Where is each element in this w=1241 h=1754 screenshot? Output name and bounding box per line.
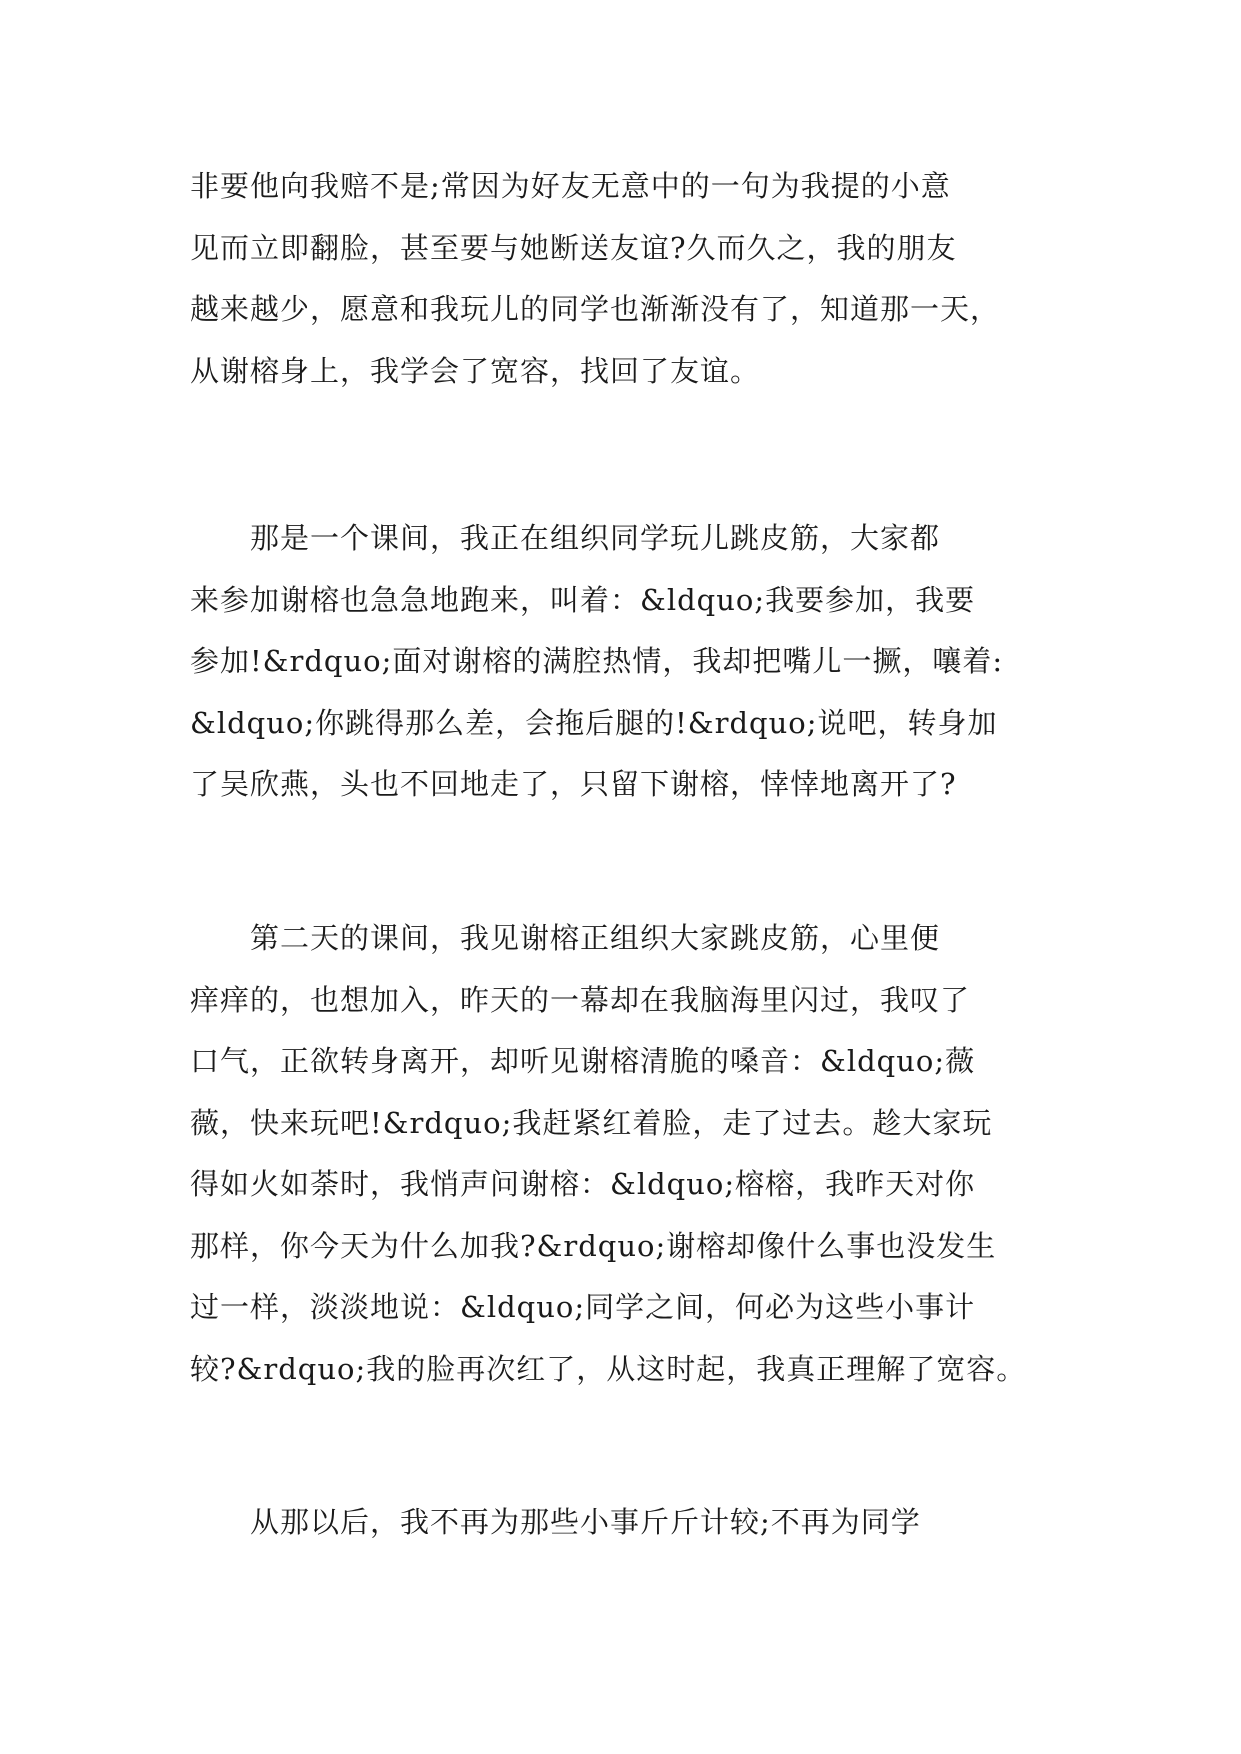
paragraph-3: 第二天的课间，我见谢榕正组织大家跳皮筋，心里便 痒痒的，也想加入，昨天的一幕却在我脑海里闪过，我叹了 口气，正欲转身离开，却听见谢榕清脆的嗓音：&ldquo;薇 薇，快来玩吧!&rdquo;我赶紧红着脸，走了过去。趁大家玩 得如火如荼时，我悄声问谢榕：&ldquo;榕榕，我昨天对你 那样，你今天为什么加我?&rdquo;谢榕却像什么事也没发生 过一样，淡淡地说：&ldquo;同学之间，何必为这些小事计 较?&rdquo;我的脸再次红了，从这时起，我真正理解了宽容。 [190,921,1027,1386]
paragraph-2: 那是一个课间，我正在组织同学玩儿跳皮筋，大家都 来参加谢榕也急急地跑来，叫着：&ldquo;我要参加，我要 参加!&rdquo;面对谢榕的满腔热情，我却把嘴儿一撅，嚷着: &ldquo;你跳得那么差，会拖后腿的!&rdquo;说吧，转身加 了吴欣燕，头也不回地走了，只留下谢榕，悻悻地离开了? [190,521,1004,801]
paragraph-4: 从那以后，我不再为那些小事斤斤计较;不再为同学 [190,1505,921,1539]
paragraph-1: 非要他向我赔不是;常因为好友无意中的一句为我提的小意 见而立即翻脸，甚至要与她断送友谊?久而久之，我的朋友 越来越少，愿意和我玩儿的同学也渐渐没有了，知道那一天， 从谢榕身上，我学会了宽容，找回了友谊。 [190,169,1001,388]
